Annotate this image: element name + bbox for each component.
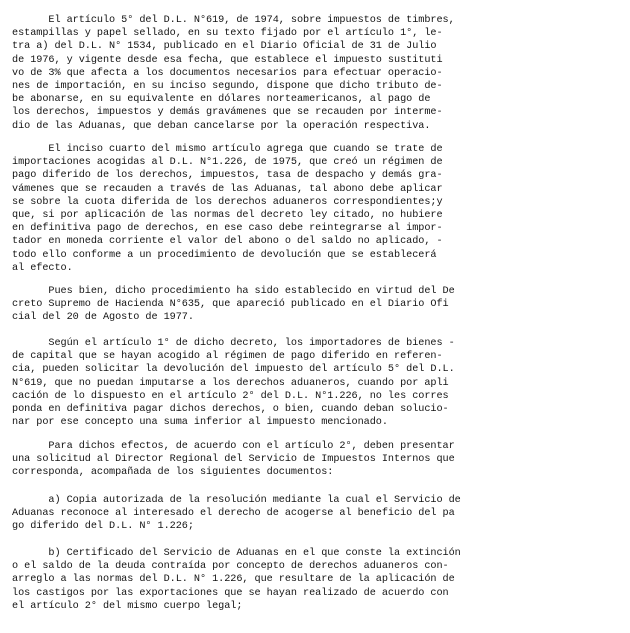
text-line: cial del 20 de Agosto de 1977. [12, 312, 194, 324]
text-line: en definitiva pago de derechos, en ese caso debe reintegrarse al impor- [12, 223, 443, 235]
text-line: importaciones acogidas al D.L. N°1.226, de 1975, que creó un régimen de [12, 157, 443, 169]
text-line: El artículo 5° del D.L. N°619, de 1974, sobre impuestos de timbres, [12, 15, 455, 26]
text-line: que, si por aplicación de las normas del decreto ley citado, no hubiere [12, 209, 443, 221]
paragraph-7-item-b [12, 547, 624, 613]
text-line: los castigos por las exportaciones que se hayan realizado de acuerdo con [12, 587, 449, 599]
paragraph-6-item-a [12, 494, 624, 534]
text-line: Pues bien, dicho procedimiento ha sido establecido en virtud del De [12, 286, 455, 297]
text-line: una solicitud al Director Regional del Servicio de Impuestos Internos que [12, 454, 455, 466]
text-line: a) Copia autorizada de la resolución mediante la cual el Servicio de [12, 495, 461, 506]
text-line: go diferido del D.L. N° 1.226; [12, 521, 194, 533]
text-line: corresponda, acompañada de los siguientes documentos: [12, 467, 334, 479]
text-line: dio de las Aduanas, que deban cancelarse por la operación respectiva. [12, 120, 431, 132]
text-line: nes de importación, en su inciso segundo, dispone que dicho tributo de- [12, 80, 443, 92]
text-line: El inciso cuarto del mismo artículo agrega que cuando se trate de [12, 144, 443, 155]
paragraph-1 [12, 14, 624, 133]
text-line: tador en moneda corriente el valor del abono o del saldo no aplicado, - [12, 236, 443, 248]
text-line: los derechos, impuestos y demás gravámenes que se recauden por interme- [12, 107, 443, 119]
text-line: de capital que se hayan acogido al régimen de pago diferido en referen- [12, 351, 443, 363]
paragraph-2 [12, 143, 624, 275]
text-line: al efecto. [12, 262, 73, 274]
text-line: N°619, que no puedan imputarse a los derechos aduaneros, cuando por apli [12, 377, 449, 389]
text-line: todo ello conforme a un procedimiento de devolución que se establecerá [12, 249, 437, 261]
text-line: el artículo 2° del mismo cuerpo legal; [12, 600, 243, 612]
text-line: de 1976, y vigente desde esa fecha, que establece el impuesto sustituti [12, 54, 443, 66]
text-line: pago diferido de los derechos, impuestos, tasa de despacho y demás gra- [12, 170, 443, 182]
text-line: vámenes que se recauden a través de las Aduanas, tal abono debe aplicar [12, 183, 443, 195]
text-line: Aduanas reconoce al interesado el derecho de acogerse al beneficio del pa [12, 508, 455, 520]
text-line: estampillas y papel sellado, en su texto fijado por el artículo 1°, le- [12, 28, 443, 40]
text-line: arreglo a las normas del D.L. N° 1.226, que resultare de la aplicación de [12, 574, 455, 586]
text-line: cia, pueden solicitar la devolución del impuesto del artículo 5° del D.L. [12, 364, 455, 376]
text-line: be abonarse, en su equivalente en dólares norteamericanos, al pago de [12, 94, 431, 106]
text-line: o el saldo de la deuda contraída por concepto de derechos aduaneros con- [12, 561, 449, 573]
text-line: nar por ese concepto una suma inferior al impuesto mencionado. [12, 417, 388, 429]
text-line: b) Certificado del Servicio de Aduanas en el que conste la extinción [12, 548, 461, 559]
text-line: se sobre la cuota diferida de los derechos aduaneros correspondientes;y [12, 196, 443, 208]
text-line: tra a) del D.L. N° 1534, publicado en el Diario Oficial de 31 de Julio [12, 41, 437, 53]
paragraph-4 [12, 337, 624, 429]
text-line: Para dichos efectos, de acuerdo con el artículo 2°, deben presentar [12, 441, 455, 452]
text-line: creto Supremo de Hacienda N°635, que apareció publicado en el Diario Ofi [12, 299, 449, 311]
text-line: ponda en definitiva pagar dichos derechos, o bien, cuando deban solucio- [12, 403, 449, 415]
text-line: cación de lo dispuesto en el artículo 2° del D.L. N°1.226, no les corres [12, 390, 449, 402]
paragraph-5 [12, 440, 624, 480]
text-line: vo de 3% que afecta a los documentos necesarios para efectuar operacio- [12, 67, 443, 79]
paragraph-3 [12, 285, 624, 325]
text-line: Según el artículo 1° de dicho decreto, los importadores de bienes - [12, 338, 455, 349]
